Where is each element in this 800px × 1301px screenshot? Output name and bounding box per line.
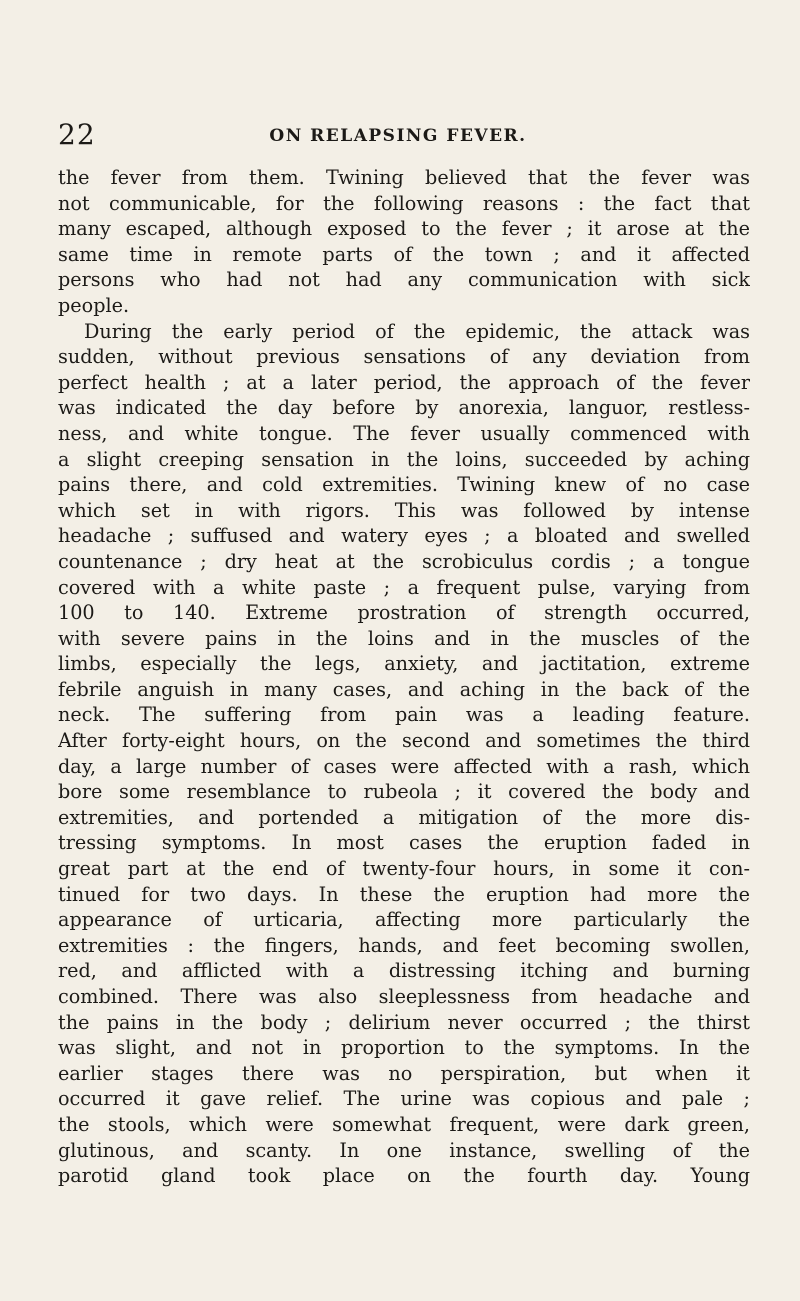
text-line: febrile anguish in many cases, and aching in the back of the [58,677,750,701]
page-number: 22 [58,118,96,151]
text-line: persons who had not had any communication with sick [58,268,750,292]
text-line: countenance ; dry heat at the scrobiculus cordis ; a tongue [58,549,750,573]
text-line: parotid gland took place on the fourth day. Young [58,1164,750,1188]
text-line: 100 to 140. Extreme prostration of strength occurred, [58,601,750,625]
text-line: perfect health ; at a later period, the approach of the fever [58,370,750,394]
text-line: a slight creeping sensation in the loins, succeeded by aching [58,447,750,471]
text-line: red, and afflicted with a distressing itching and burning [58,959,750,983]
text-line: many escaped, although exposed to the fever ; it arose at the [58,217,750,241]
text-line: After forty-eight hours, on the second and sometimes the third [58,729,750,753]
text-line: pains there, and cold extremities. Twining knew of no case [58,473,750,497]
text-line: tinued for two days. In these the eruption had more the [58,882,750,906]
text-line: combined. There was also sleeplessness from headache and [58,985,750,1008]
text-line: occurred it gave relief. The urine was copious and pale ; [58,1087,750,1111]
text-line: neck. The suffering from pain was a leading feature. [58,703,750,727]
text-line: tressing symptoms. In most cases the eruption faded in [58,831,750,855]
text-line: extremities, and portended a mitigation of the more dis- [58,805,750,829]
body-text [58,165,750,1189]
text-line: which set in with rigors. This was followed by intense [58,498,750,522]
text-line: sudden, without previous sensations of any deviation from [58,345,750,369]
text-line: During the early period of the epidemic, the attack was [84,319,750,343]
text-line: was slight, and not in proportion to the symptoms. In the [58,1036,750,1060]
text-line: extremities : the fingers, hands, and feet becoming swollen, [58,933,750,957]
text-line: was indicated the day before by anorexia, languor, restless- [58,396,750,420]
text-line: the pains in the body ; delirium never occurred ; the thirst [58,1010,750,1034]
text-line: headache ; suffused and watery eyes ; a bloated and swelled [58,524,750,548]
running-title: ON RELAPSING FEVER. [269,126,527,146]
text-line: glutinous, and scanty. In one instance, swelling of the [58,1138,750,1162]
text-line: covered with a white paste ; a frequent pulse, varying from [58,575,750,599]
text-line: the stools, which were somewhat frequent, were dark green, [58,1112,750,1136]
text-line: same time in remote parts of the town ; and it affected [58,242,750,266]
text-line: not communicable, for the following reasons : the fact that [58,191,750,215]
page-header [58,118,738,152]
text-line: ness, and white tongue. The fever usually commenced with [58,421,750,445]
text-line: day, a large number of cases were affected with a rash, which [58,754,750,778]
text-line: appearance of urticaria, affecting more particularly the [58,908,750,932]
text-line: with severe pains in the loins and in the muscles of the [58,626,750,650]
text-line: people. [58,293,130,317]
text-line: great part at the end of twenty-four hours, in some it con- [58,857,750,881]
text-line: earlier stages there was no perspiration, but when it [58,1061,750,1085]
text-line: bore some resemblance to rubeola ; it covered the body and [58,780,750,804]
text-line: the fever from them. Twining believed that the fever was [58,166,750,189]
text-line: limbs, especially the legs, anxiety, and jactitation, extreme [58,652,750,676]
